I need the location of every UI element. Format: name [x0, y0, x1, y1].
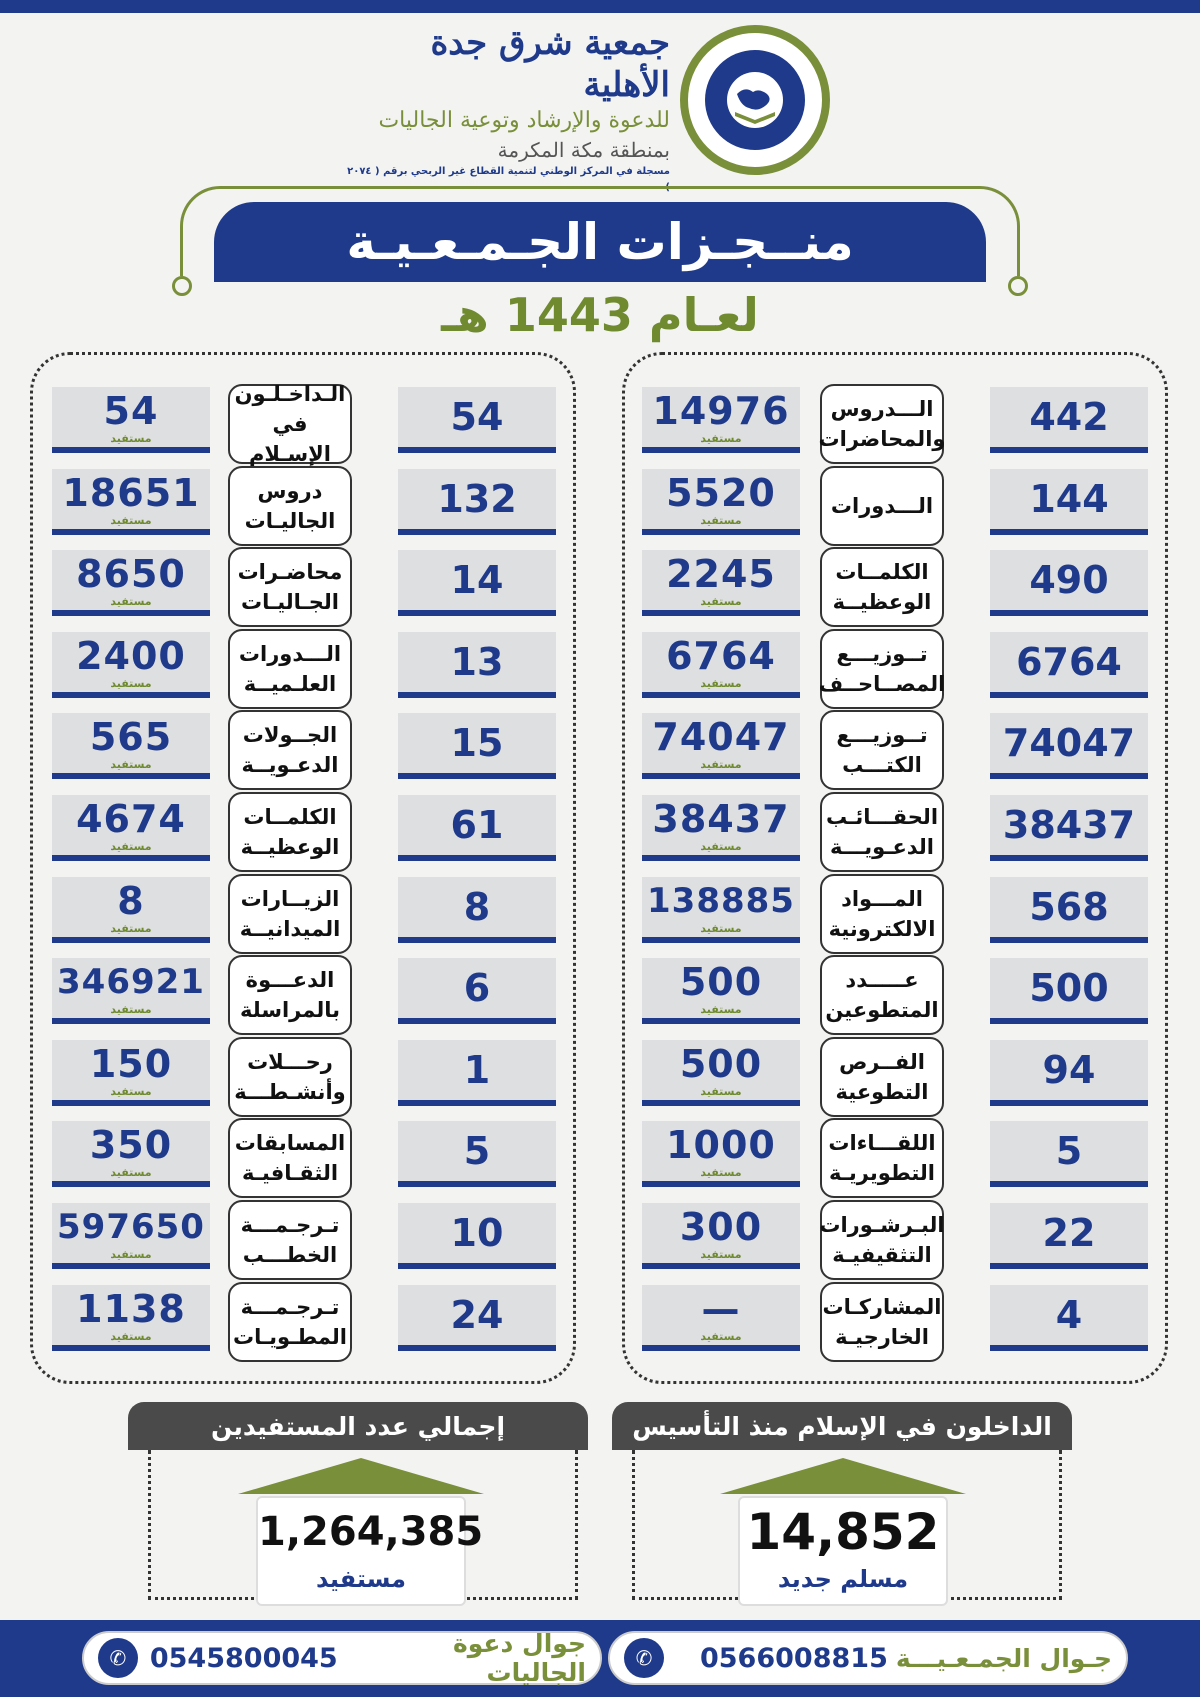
- activity-label: المسابقات الثقـافيـة: [228, 1118, 352, 1198]
- registration-note: مسجلة في المركز الوطني لتنمية القطاع غير الربحي برقم ( ٢٠٧٤ ): [347, 166, 670, 193]
- beneficiary-box: [642, 1040, 800, 1106]
- activity-label: رحـــلات وأنشـطـــة: [228, 1037, 352, 1117]
- beneficiary-unit: مستفيد: [110, 513, 152, 527]
- beneficiary-unit: مستفيد: [110, 1329, 152, 1343]
- beneficiary-unit: مستفيد: [700, 1003, 742, 1017]
- beneficiary-unit: مستفيد: [700, 840, 742, 853]
- dawah-phone-label: جوال دعوة الجاليات: [453, 1629, 586, 1687]
- activity-count: 38437: [990, 795, 1148, 861]
- beneficiary-count: 5520: [666, 470, 776, 515]
- top-bar: [0, 0, 1200, 13]
- beneficiary-unit: مستفيد: [700, 1329, 742, 1343]
- activity-count: 5: [398, 1121, 556, 1187]
- beneficiary-count: 346921: [57, 962, 205, 1003]
- beneficiary-box: [52, 1040, 210, 1106]
- beneficiary-unit: مستفيد: [110, 1084, 152, 1098]
- beneficiary-box: [52, 632, 210, 698]
- activity-label: الـــدورات العلـميــة: [228, 629, 352, 709]
- beneficiary-count: 18651: [62, 470, 200, 515]
- beneficiary-count: 565: [89, 715, 173, 760]
- converts-roof-icon: [720, 1458, 966, 1494]
- converts-heading: الداخلون في الإسلام منذ التأسيس: [612, 1402, 1072, 1450]
- beneficiary-count: 138885: [647, 880, 795, 921]
- phone-icon: ✆: [98, 1638, 138, 1678]
- activity-label: تــوزيـــع المصــاحــف: [820, 629, 944, 709]
- converts-value: 14,852: [746, 1503, 940, 1561]
- activity-label: الحقـــائـب الدعـويـــة: [820, 792, 944, 872]
- activity-label: الجــولات الدعـويــة: [228, 710, 352, 790]
- beneficiary-count: 54: [103, 389, 159, 433]
- activity-count: 6: [398, 958, 556, 1024]
- activity-label: الكلمــات الوعظيــة: [820, 547, 944, 627]
- beneficiary-unit: مستفيد: [110, 1166, 152, 1180]
- society-phone-number[interactable]: 0566008815: [699, 1642, 888, 1674]
- beneficiary-count: 4674: [76, 797, 186, 841]
- activity-label: الفــرص التطوعية: [820, 1037, 944, 1117]
- activity-label: اللقـــاءات التطويريـة: [820, 1118, 944, 1198]
- activity-label: تــوزيـــع الكتـــب: [820, 710, 944, 790]
- activity-count: 5: [990, 1121, 1148, 1187]
- activity-count: 132: [398, 469, 556, 535]
- activity-count: 22: [990, 1203, 1148, 1269]
- converts-unit: مسلم جديد: [777, 1565, 909, 1593]
- beneficiary-count: 2245: [666, 552, 776, 597]
- activity-count: 10: [398, 1203, 556, 1269]
- activity-label: الزيــارات الميدانيــة: [228, 874, 352, 954]
- beneficiary-unit: مستفيد: [700, 1084, 742, 1098]
- activity-label: المشاركـات الخارجيـة: [820, 1282, 944, 1362]
- activity-count: 74047: [990, 713, 1148, 779]
- organization-name: جمعية شرق جدة الأهلية: [430, 23, 670, 105]
- activity-count: 500: [990, 958, 1148, 1024]
- activity-label: عـــــدد المتطوعين: [820, 955, 944, 1035]
- society-phone-pill: [608, 1631, 1128, 1685]
- beneficiary-count: 597650: [57, 1207, 205, 1247]
- beneficiary-count: 14976: [652, 389, 790, 433]
- activity-count: 14: [398, 550, 556, 616]
- beneficiary-box: [642, 1121, 800, 1187]
- organization-region: بمنطقة مكة المكرمة: [497, 138, 670, 162]
- beneficiary-unit: مستفيد: [110, 432, 152, 445]
- beneficiary-unit: مستفيد: [110, 1003, 152, 1017]
- beneficiary-unit: مستفيد: [700, 758, 742, 772]
- beneficiary-box: [52, 877, 210, 943]
- activity-count: 144: [990, 469, 1148, 535]
- organization-subtitle: للدعوة والإرشاد وتوعية الجاليات: [378, 108, 670, 133]
- beneficiaries-unit: مستفيد: [315, 1565, 406, 1593]
- beneficiary-box: [642, 795, 800, 861]
- beneficiary-box: [642, 958, 800, 1024]
- activity-count: 490: [990, 550, 1148, 616]
- activity-count: 6764: [990, 632, 1148, 698]
- organization-text: [340, 22, 670, 196]
- activity-count: 13: [398, 632, 556, 698]
- beneficiary-unit: مستفيد: [700, 432, 742, 445]
- beneficiary-unit: مستفيد: [110, 758, 152, 772]
- society-phone-label: جـوال الجمـعـيـــة: [895, 1643, 1112, 1673]
- beneficiary-unit: مستفيد: [700, 513, 742, 527]
- beneficiary-box: [642, 469, 800, 535]
- beneficiary-box: [52, 387, 210, 453]
- beneficiaries-value: 1,264,385: [258, 1509, 484, 1555]
- activity-count: 4: [990, 1285, 1148, 1351]
- beneficiaries-heading: إجمالي عدد المستفيدين: [128, 1402, 588, 1450]
- page-title: منــجـزات الجـمـعـيـة: [214, 202, 986, 282]
- dawah-phone-pill: [82, 1631, 602, 1685]
- activity-label: الـــدروس والمحاضرات: [820, 384, 944, 464]
- beneficiary-count: 1138: [76, 1286, 186, 1331]
- beneficiary-box: [52, 1203, 210, 1269]
- beneficiary-count: 8: [117, 878, 145, 923]
- activity-label: دروس الجاليـات: [228, 466, 352, 546]
- beneficiaries-roof-icon: [238, 1458, 484, 1494]
- activity-count: 442: [990, 387, 1148, 453]
- activity-count: 568: [990, 877, 1148, 943]
- activity-count: 1: [398, 1040, 556, 1106]
- beneficiary-box: [52, 1285, 210, 1351]
- beneficiary-count: 6764: [666, 633, 776, 678]
- activity-count: 8: [398, 877, 556, 943]
- beneficiary-unit: مستفيد: [700, 1166, 742, 1180]
- beneficiary-unit: مستفيد: [700, 676, 742, 690]
- beneficiary-box: [642, 387, 800, 453]
- beneficiary-count: 500: [679, 960, 763, 1005]
- beneficiary-unit: مستفيد: [110, 921, 152, 935]
- beneficiary-box: [642, 877, 800, 943]
- beneficiary-box: [642, 1285, 800, 1351]
- beneficiary-box: [52, 958, 210, 1024]
- globe-emblem-icon: [680, 25, 830, 175]
- beneficiaries-card: [256, 1496, 484, 1606]
- beneficiary-unit: مستفيد: [110, 840, 152, 853]
- beneficiary-box: [52, 713, 210, 779]
- beneficiary-count: 74047: [652, 715, 790, 760]
- activity-label: الـــدورات: [820, 466, 944, 546]
- activity-label: تـرجـمـــة الخطـــب: [228, 1200, 352, 1280]
- beneficiary-count: 300: [679, 1205, 763, 1249]
- beneficiary-box: [642, 713, 800, 779]
- beneficiary-box: [52, 550, 210, 616]
- activity-label: الكلمــات الوعظيــة: [228, 792, 352, 872]
- activity-label: البـرشـورات التثقيفيـة: [820, 1200, 944, 1280]
- activity-count: 54: [398, 387, 556, 453]
- dawah-phone-number[interactable]: 0545800045: [149, 1642, 338, 1674]
- beneficiary-count: 2400: [76, 633, 186, 678]
- activity-count: 94: [990, 1040, 1148, 1106]
- beneficiary-count: 350: [89, 1123, 173, 1168]
- beneficiary-unit: مستفيد: [110, 595, 152, 609]
- beneficiary-box: [642, 550, 800, 616]
- activity-label: المـــواد الالكترونية: [820, 874, 944, 954]
- beneficiary-unit: مستفيد: [700, 1248, 742, 1261]
- converts-card: [738, 1496, 948, 1606]
- beneficiary-count: 8650: [76, 552, 186, 597]
- beneficiary-box: [642, 1203, 800, 1269]
- beneficiary-box: [642, 632, 800, 698]
- beneficiary-count: 150: [89, 1041, 173, 1086]
- beneficiary-unit: مستفيد: [700, 921, 742, 935]
- activity-label: الدعـــوة بالمراسلة: [228, 955, 352, 1035]
- activity-label: محاضـرات الجـاليـات: [228, 547, 352, 627]
- beneficiary-unit: مستفيد: [110, 1248, 152, 1261]
- activity-count: 15: [398, 713, 556, 779]
- activity-label: تـرجـمـــة المطـويـات: [228, 1282, 352, 1362]
- beneficiary-count: —: [701, 1286, 741, 1331]
- beneficiary-box: [52, 795, 210, 861]
- beneficiary-box: [52, 469, 210, 535]
- beneficiary-count: 500: [679, 1041, 763, 1086]
- organization-logo: [340, 22, 840, 193]
- activity-count: 61: [398, 795, 556, 861]
- beneficiary-count: 38437: [652, 797, 790, 841]
- beneficiary-box: [52, 1121, 210, 1187]
- phone-icon: ✆: [624, 1638, 664, 1678]
- activity-count: 24: [398, 1285, 556, 1351]
- activity-label: الـداخـلـون في الإسـلام: [228, 384, 352, 464]
- beneficiary-unit: مستفيد: [700, 595, 742, 609]
- beneficiary-count: 1000: [666, 1123, 776, 1168]
- beneficiary-unit: مستفيد: [110, 676, 152, 690]
- year-subtitle: لعـام 1443 هـ: [441, 288, 759, 342]
